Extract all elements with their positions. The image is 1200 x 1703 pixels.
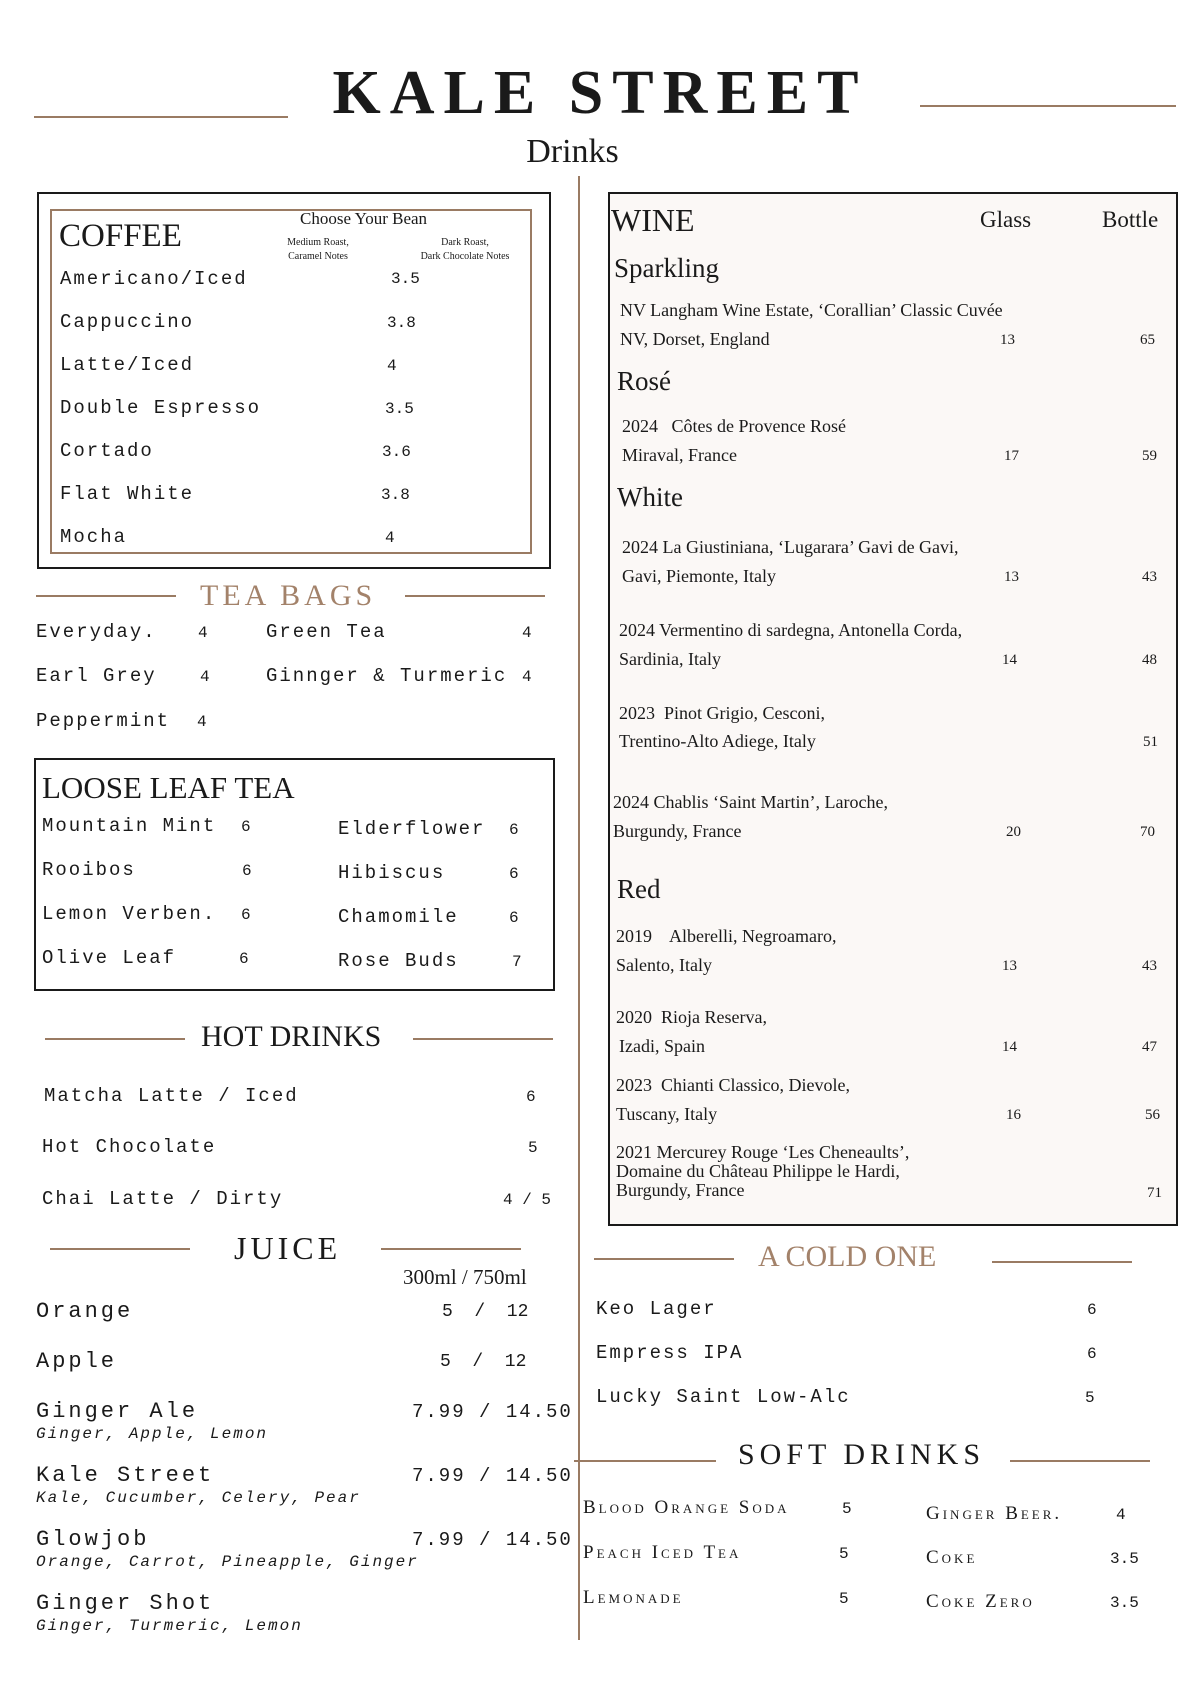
cold-one-price: 6 [1087,1345,1097,1363]
juice-desc: Kale, Cucumber, Celery, Pear [36,1489,361,1507]
bean-medium-line: Caramel Notes [288,251,348,262]
loose-leaf-price: 6 [242,862,252,880]
wine-glass-price: 13 [1000,332,1015,348]
tea-bag-name: Peppermint [36,710,171,732]
tea-bag-price: 4 [198,624,208,642]
wine-glass-header: Glass [980,207,1032,232]
hot-drinks-rule-left [45,1038,185,1040]
loose-leaf-name: Hibiscus [338,862,446,884]
juice-desc: Orange, Carrot, Pineapple, Ginger [36,1553,419,1571]
loose-leaf-name: Chamomile [338,906,459,928]
wine-bottle-price: 47 [1142,1039,1157,1055]
coffee-item-name: Flat White [60,483,195,505]
juice-name: Ginger Ale [36,1399,199,1424]
coffee-item-price: 3.8 [387,314,416,332]
soft-drink-name: Coke [926,1547,978,1568]
wine-line: 2019 Alberelli, Negroamaro, [616,926,837,946]
juice-name: Apple [36,1349,118,1374]
coffee-item-name: Double Espresso [60,397,262,419]
soft-drinks-title: SOFT DRINKS [738,1438,985,1471]
wine-line: 2023 Pinot Grigio, Cesconi, [619,703,825,723]
hot-drink-price: 5 [528,1139,538,1157]
loose-leaf-price: 7 [512,953,522,971]
cold-one-rule-right [992,1261,1132,1263]
bean-dark-line: Dark Roast, [441,237,489,248]
soft-drinks-rule-left [574,1460,716,1462]
bean-dark [405,236,525,264]
wine-line: 2021 Mercurey Rouge ‘Les Cheneaults’, [616,1142,910,1162]
center-divider [578,176,580,1640]
coffee-item-name: Cortado [60,440,154,462]
wine-line: 2024 Chablis ‘Saint Martin’, Laroche, [613,792,888,812]
bean-medium [268,236,368,264]
soft-drink-name: Peach Iced Tea [583,1542,742,1563]
wine-bottle-header: Bottle [1102,207,1159,232]
cold-one-rule-left [594,1258,734,1260]
tea-bag-price: 4 [522,668,532,686]
wine-bottle-price: 43 [1142,958,1157,974]
loose-leaf-name: Rooibos [42,859,136,881]
wine-bottle-price: 48 [1142,652,1157,668]
tea-bag-price: 4 [197,713,207,731]
wine-bottle-price: 70 [1140,824,1155,840]
hot-drink-name: Hot Chocolate [42,1136,217,1158]
wine-glass-price: 13 [1002,958,1017,974]
tea-bag-price: 4 [200,668,210,686]
juice-price: 7.99 / 14.50 [412,1529,573,1551]
coffee-item-price: 3.5 [385,400,414,418]
soft-drink-price: 3.5 [1110,1550,1139,1568]
loose-leaf-title: LOOSE LEAF TEA [42,770,295,805]
wine-line: 2024 La Giustiniana, ‘Lugarara’ Gavi de Gavi, [622,537,959,557]
wine-title: WINE [611,202,695,238]
wine-glass-price: 20 [1006,824,1021,840]
loose-leaf-name: Mountain Mint [42,815,217,837]
tea-bags-rule-left [36,595,176,597]
coffee-item-price: 3.6 [382,443,411,461]
wine-bottle-price: 65 [1140,332,1155,348]
coffee-item-name: Americano/Iced [60,268,248,290]
coffee-item-name: Latte/Iced [60,354,195,376]
cold-one-title: A COLD ONE [758,1240,937,1273]
bean-dark-line: Dark Chocolate Notes [420,251,510,262]
juice-price: 5 / 12 [442,1302,529,1322]
wine-section-sparkling: Sparkling [614,253,719,283]
hot-drink-price: 4 / 5 [503,1191,552,1209]
wine-line: Burgundy, France [613,821,742,841]
wine-line: Sardinia, Italy [619,649,721,669]
coffee-item-name: Mocha [60,526,128,548]
cold-one-name: Lucky Saint Low-Alc [596,1386,851,1408]
juice-price: 7.99 / 14.50 [412,1465,573,1487]
juice-price: 7.99 / 14.50 [412,1401,573,1423]
wine-line: NV Langham Wine Estate, ‘Corallian’ Classic Cuvée [620,300,1003,320]
wine-bottle-price: 59 [1142,448,1157,464]
header-rule-right [920,105,1176,107]
hot-drink-name: Matcha Latte / Iced [44,1085,299,1107]
loose-leaf-name: Rose Buds [338,950,459,972]
wine-bottle-price: 43 [1142,569,1157,585]
wine-section-red: Red [617,874,661,904]
loose-leaf-price: 6 [509,909,519,927]
wine-line: Tuscany, Italy [616,1104,718,1124]
juice-name: Glowjob [36,1527,150,1552]
loose-leaf-price: 6 [239,950,249,968]
soft-drink-price: 5 [839,1545,849,1563]
coffee-title: COFFEE [59,218,182,254]
page-title: KALE STREET [332,59,868,127]
wine-line: Domaine du Château Philippe le Hardi, [616,1161,900,1181]
wine-line: Salento, Italy [616,955,712,975]
tea-bag-price: 4 [522,624,532,642]
juice-name: Kale Street [36,1463,215,1488]
soft-drink-price: 5 [842,1500,852,1518]
header-rule-left [34,116,288,118]
wine-line: Gavi, Piemonte, Italy [622,566,776,586]
tea-bag-name: Ginnger & Turmeric [266,665,508,687]
wine-line: Trentino-Alto Adiege, Italy [619,731,816,751]
tea-bag-name: Earl Grey [36,665,157,687]
soft-drinks-rule-right [1010,1460,1150,1462]
soft-drink-name: Coke Zero [926,1591,1035,1612]
wine-glass-price: 13 [1004,569,1019,585]
page-subtitle: Drinks [526,133,619,170]
loose-leaf-name: Olive Leaf [42,947,177,969]
cold-one-price: 6 [1087,1301,1097,1319]
coffee-item-price: 4 [385,529,395,547]
tea-bags-rule-right [405,595,545,597]
loose-leaf-name: Lemon Verben. [42,903,217,925]
tea-bag-name: Green Tea [266,621,387,643]
wine-bottle-price: 51 [1143,734,1158,750]
juice-name: Orange [36,1299,134,1324]
loose-leaf-name: Elderflower [338,818,486,840]
tea-bags-title: TEA BAGS [200,579,377,612]
wine-glass-price: 17 [1004,448,1019,464]
juice-name: Ginger Shot [36,1591,215,1616]
juice-rule-left [50,1248,190,1250]
loose-leaf-price: 6 [241,818,251,836]
soft-drink-name: Lemonade [583,1587,684,1608]
soft-drink-price: 3.5 [1110,1594,1139,1612]
juice-sizes: 300ml / 750ml [403,1265,527,1289]
wine-section-white: White [617,482,683,512]
wine-section-rose: Rosé [617,366,671,396]
wine-glass-price: 16 [1006,1107,1021,1123]
soft-drink-name: Blood Orange Soda [583,1497,790,1518]
wine-line: 2023 Chianti Classico, Dievole, [616,1075,850,1095]
bean-heading: Choose Your Bean [300,209,428,228]
wine-line: Miraval, France [622,445,737,465]
wine-bottle-price: 56 [1145,1107,1160,1123]
wine-line: NV, Dorset, England [620,329,770,349]
wine-glass-price: 14 [1002,652,1017,668]
loose-leaf-price: 6 [241,906,251,924]
wine-glass-price: 14 [1002,1039,1017,1055]
juice-title: JUICE [234,1230,342,1266]
loose-leaf-price: 6 [509,865,519,883]
loose-leaf-price: 6 [509,821,519,839]
coffee-item-price: 4 [387,357,397,375]
bean-medium-line: Medium Roast, [287,237,349,248]
hot-drinks-title: HOT DRINKS [201,1020,382,1053]
coffee-item-price: 3.5 [391,270,420,288]
hot-drink-price: 6 [526,1088,536,1106]
cold-one-price: 5 [1085,1389,1095,1407]
wine-line: 2020 Rioja Reserva, [616,1007,767,1027]
soft-drink-price: 4 [1116,1506,1126,1524]
juice-desc: Ginger, Turmeric, Lemon [36,1617,303,1635]
wine-line: Burgundy, France [616,1180,745,1200]
coffee-item-price: 3.8 [381,486,410,504]
wine-line: Izadi, Spain [619,1036,705,1056]
wine-line: 2024 Côtes de Provence Rosé [622,416,846,436]
cold-one-name: Empress IPA [596,1342,744,1364]
tea-bag-name: Everyday. [36,621,157,643]
soft-drink-price: 5 [839,1590,849,1608]
wine-line: 2024 Vermentino di sardegna, Antonella Corda, [619,620,963,640]
wine-bottle-price: 71 [1147,1185,1162,1201]
juice-price: 5 / 12 [440,1352,527,1372]
hot-drink-name: Chai Latte / Dirty [42,1188,284,1210]
juice-rule-right [381,1248,521,1250]
cold-one-name: Keo Lager [596,1298,717,1320]
coffee-item-name: Cappuccino [60,311,195,333]
hot-drinks-rule-right [413,1038,553,1040]
soft-drink-name: Ginger Beer. [926,1503,1063,1524]
juice-desc: Ginger, Apple, Lemon [36,1425,269,1443]
